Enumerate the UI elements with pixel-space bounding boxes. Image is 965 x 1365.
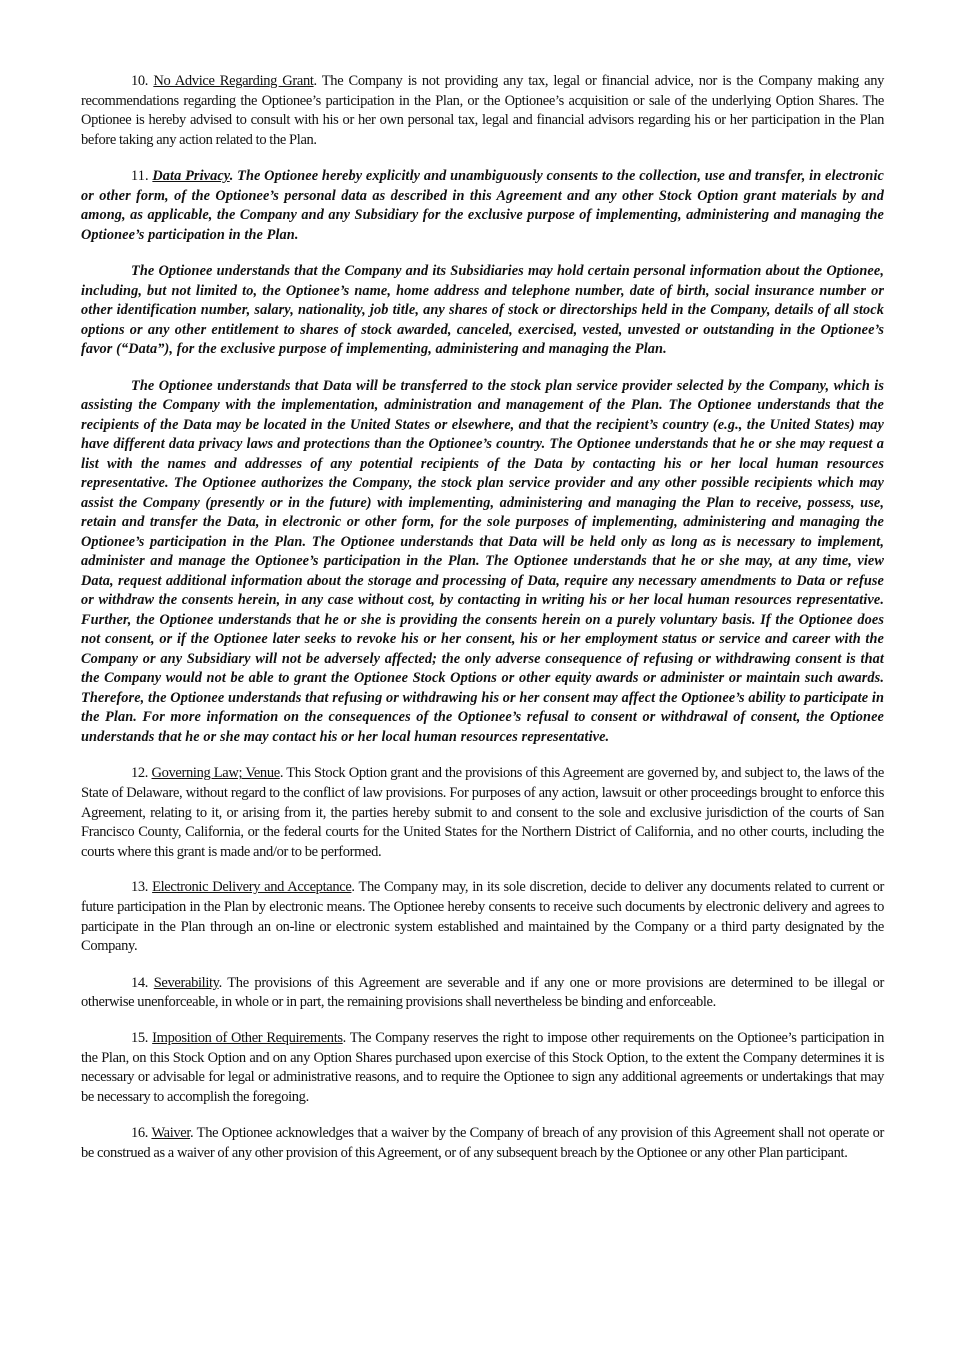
section-13-body: . The Company may, in its sole discretion, decide to deliver any documents related to current or future participation in the Plan by electronic means. The Optionee hereby consents to receive such documents by electronic delivery and agrees to participate in the Plan through an on-line or electronic system established and maintained by the Company or a third party designated by the Company. (81, 879, 884, 955)
section-10-no-advice (81, 72, 884, 150)
section-10-heading: No Advice Regarding Grant (153, 73, 314, 89)
document-page (81, 72, 884, 1163)
section-16-heading: Waiver (151, 1125, 191, 1142)
section-14-severability (81, 974, 884, 1013)
section-14-body: . The provisions of this Agreement are severable and if any one or more provisions are determined to be illegal or otherwise unenforceable, in whole or in part, the remaining provisions shall nevertheless be binding and enforceable. (81, 974, 884, 1011)
section-12-heading: Governing Law; Venue (151, 765, 280, 782)
section-11-heading: Data Privacy (152, 168, 230, 185)
section-12-number: 12. (131, 765, 149, 782)
section-16-body: . The Optionee acknowledges that a waiver by the Company of breach of any provision of this Agreement shall not operate or be construed as a waiver of any other provision of this Agreement, or of any subsequent breach by the Optionee or any other Plan participant. (81, 1125, 884, 1161)
section-10-body: . The Company is not providing any tax, legal or financial advice, nor is the Company making any recommendations regarding the Optionee’s participation in the Plan, or the Optionee’s acquisition or sale of the underlying Option Shares. The Optionee is hereby advised to consult with his or her own personal tax, legal and financial advisors regarding his or her participation in the Plan before taking any action related to the Plan. (81, 73, 885, 148)
section-11-body: . The Optionee hereby explicitly and unambiguously consents to the collection, use and transfer, in electronic or other form, of the Optionee’s personal data as described in this Agreement and any other Stock Option grant materials by and among, as applicable, the Company and any Subsidiary for the exclusive purpose of implementing, administering and managing the Optionee’s participation in the Plan. (81, 168, 884, 243)
section-15-number: 15. (131, 1029, 149, 1046)
section-12-body: . This Stock Option grant and the provisions of this Agreement are governed by, and subject to, the laws of the State of Delaware, without regard to the conflict of law provisions. For purposes of any action, lawsuit or other proceedings brought to enforce this Agreement, relating to it, or arising from it, the parties hereby submit to and consent to the sole and exclusive jurisdiction of the courts of San Francisco County, California, or the federal courts for the United States for the Northern District of California, and no other courts, including the courts where this grant is made and/or to be performed. (81, 765, 884, 860)
section-14-number: 14. (131, 974, 149, 991)
section-16-waiver (81, 1124, 884, 1163)
section-15-heading: Imposition of Other Requirements (152, 1029, 343, 1046)
section-15-other-requirements (81, 1029, 884, 1107)
section-14-heading: Severability (153, 974, 219, 991)
section-11-number: 11. (131, 168, 149, 185)
section-15-body: . The Company reserves the right to impose other requirements on the Optionee’s participation in the Plan, on this Stock Option and on any Option Shares purchased upon exercise of this Stock Option, to the extent the Company determines it is necessary or advisable for legal or administrative reasons, and to require the Optionee to sign any additional agreements or undertakings that may be necessary to accomplish the foregoing. (81, 1029, 885, 1105)
section-16-number: 16. (131, 1125, 149, 1142)
section-10-number: 10. (131, 73, 149, 89)
section-11-data-privacy (81, 167, 884, 245)
section-11-paragraph-2: The Optionee understands that the Company and its Subsidiaries may hold certain personal information about the Optionee, including, but not limited to, the Optionee’s name, home address and telephone number, date of birth, social insurance number or other identification number, salary, nationality, job title, any shares of stock or directorships held in the Company, details of all stock options or any other entitlement to shares of stock awarded, canceled, exercised, vested, unvested or outstanding in the Optionee’s favor (“Data”), for the exclusive purpose of implementing, administering and managing the Plan. (81, 263, 884, 358)
section-13-number: 13. (131, 879, 149, 896)
section-13-heading: Electronic Delivery and Acceptance (152, 879, 352, 896)
section-11-paragraph-3: The Optionee understands that Data will be transferred to the stock plan service provider selected by the Company, which is assisting the Company with the implementation, administration and management of the Plan. The Optionee understands that the recipients of the Data may be located in the United States or elsewhere, and that the recipient’s country (e.g., the United States) may have different data privacy laws and protections than the Optionee’s country. The Optionee understands that he or she may request a list with the names and addresses of any potential recipients of the Data by contacting his or her local human resources representative. The Optionee authorizes the Company, the stock plan service provider and any other possible recipients which may assist the Company (presently or in the future) with implementing, administering and managing the Plan to receive, possess, use, retain and transfer the Data, in electronic or other form, for the sole purposes of implementing, administering and managing the Optionee’s participation in the Plan. The Optionee understands that Data will be held only as long as is necessary to implement, administer and manage the Optionee’s participation in the Plan. The Optionee understands that he or she may, at any time, view Data, request additional information about the storage and processing of Data, require any necessary amendments to Data or refuse or withdraw the consents herein, in any case without cost, by contacting in writing his or her local human resources representative. Further, the Optionee understands that he or she is providing the consents herein on a purely voluntary basis. If the Optionee does not consent, or if the Optionee later seeks to revoke his or her consent, his or her employment status or service and career with the Company or any Subsidiary will not be adversely affected; the only adverse consequence of refusing or withdrawing consent is that the Company would not be able to grant the Optionee Stock Options or other equity awards or administer or maintain such awards. Therefore, the Optionee understands that refusing or withdrawing his or her consent may affect the Optionee’s ability to participate in the Plan. For more information on the consequences of the Optionee’s refusal to consent or withdrawal of consent, the Optionee understands that he or she may contact his or her local human resources representative. (81, 377, 884, 745)
section-13-electronic-delivery (81, 878, 884, 956)
section-12-governing-law (81, 764, 884, 862)
